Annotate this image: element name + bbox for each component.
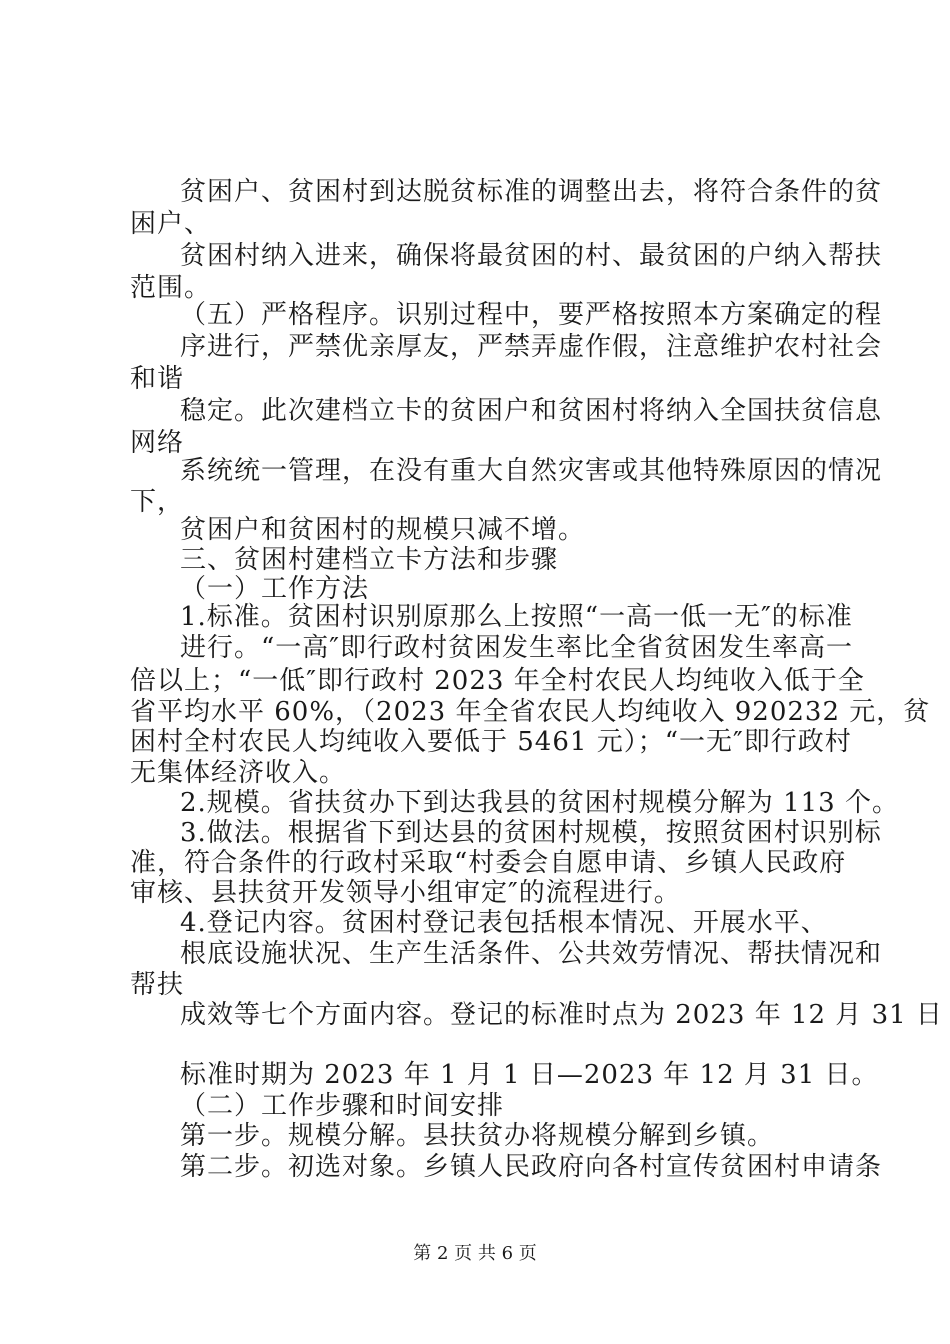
text-line: 下， xyxy=(130,487,185,517)
text-line: 和谐 xyxy=(130,364,185,394)
subsection-heading: （二）工作步骤和时间安排 xyxy=(180,1091,505,1121)
text-line: 准，符合条件的行政村采取“村委会自愿申请、乡镇人民政府 xyxy=(130,848,847,878)
text-line: 成效等七个方面内容。登记的标准时点为 2023 年 12 月 31 日 xyxy=(180,1000,943,1030)
text-line: 3.做法。根据省下到达县的贫困村规模，按照贫困村识别标 xyxy=(180,818,882,848)
text-line: 1.标准。贫困村识别原那么上按照“一高一低一无″的标准 xyxy=(180,602,853,632)
text-line: 进行。“一高″即行政村贫困发生率比全省贫困发生率高一 xyxy=(180,633,854,663)
section-heading: 三、贫困村建档立卡方法和步骤 xyxy=(180,545,559,575)
text-line: 标准时期为 2023 年 1 月 1 日—2023 年 12 月 31 日。 xyxy=(180,1060,879,1090)
text-line: 第二步。初选对象。乡镇人民政府向各村宣传贫困村申请条 xyxy=(180,1152,883,1182)
text-line: 帮扶 xyxy=(130,970,185,1000)
text-line: 范围。 xyxy=(130,273,212,303)
text-line: 审核、县扶贫开发领导小组审定″的流程进行。 xyxy=(130,878,681,908)
text-line: 稳定。此次建档立卡的贫困户和贫困村将纳入全国扶贫信息 xyxy=(180,396,883,426)
text-line: 根底设施状况、生产生活条件、公共效劳情况、帮扶情况和 xyxy=(180,939,883,969)
text-line: 网络 xyxy=(130,428,185,458)
text-line: 序进行，严禁优亲厚友，严禁弄虚作假，注意维护农村社会 xyxy=(180,332,883,362)
text-line: 贫困户和贫困村的规模只减不增。 xyxy=(180,515,586,545)
text-line: 系统统一管理，在没有重大自然灾害或其他特殊原因的情况 xyxy=(180,456,883,486)
text-line: 4.登记内容。贫困村登记表包括根本情况、开展水平、 xyxy=(180,908,828,938)
page-number-footer: 第 2 页 共 6 页 xyxy=(413,1243,537,1264)
text-line: 贫困村纳入进来，确保将最贫困的村、最贫困的户纳入帮扶 xyxy=(180,241,883,271)
text-line: （五）严格程序。识别过程中，要严格按照本方案确定的程 xyxy=(180,300,883,330)
text-line: 省平均水平 60%，（2023 年全省农民人均纯收入 920232 元，贫 xyxy=(130,697,931,727)
subsection-heading: （一）工作方法 xyxy=(180,574,370,604)
text-line: 困村全村农民人均纯收入要低于 5461 元）；“一无″即行政村 xyxy=(130,727,852,757)
text-line: 2.规模。省扶贫办下到达我县的贫困村规模分解为 113 个。 xyxy=(180,788,899,818)
text-line: 第一步。规模分解。县扶贫办将规模分解到乡镇。 xyxy=(180,1121,775,1151)
text-line: 无集体经济收入。 xyxy=(130,758,347,788)
text-line: 倍以上；“一低″即行政村 2023 年全村农民人均纯收入低于全 xyxy=(130,666,865,696)
text-line: 贫困户、贫困村到达脱贫标准的调整出去，将符合条件的贫 xyxy=(180,177,883,207)
text-line: 困户、 xyxy=(130,209,212,239)
